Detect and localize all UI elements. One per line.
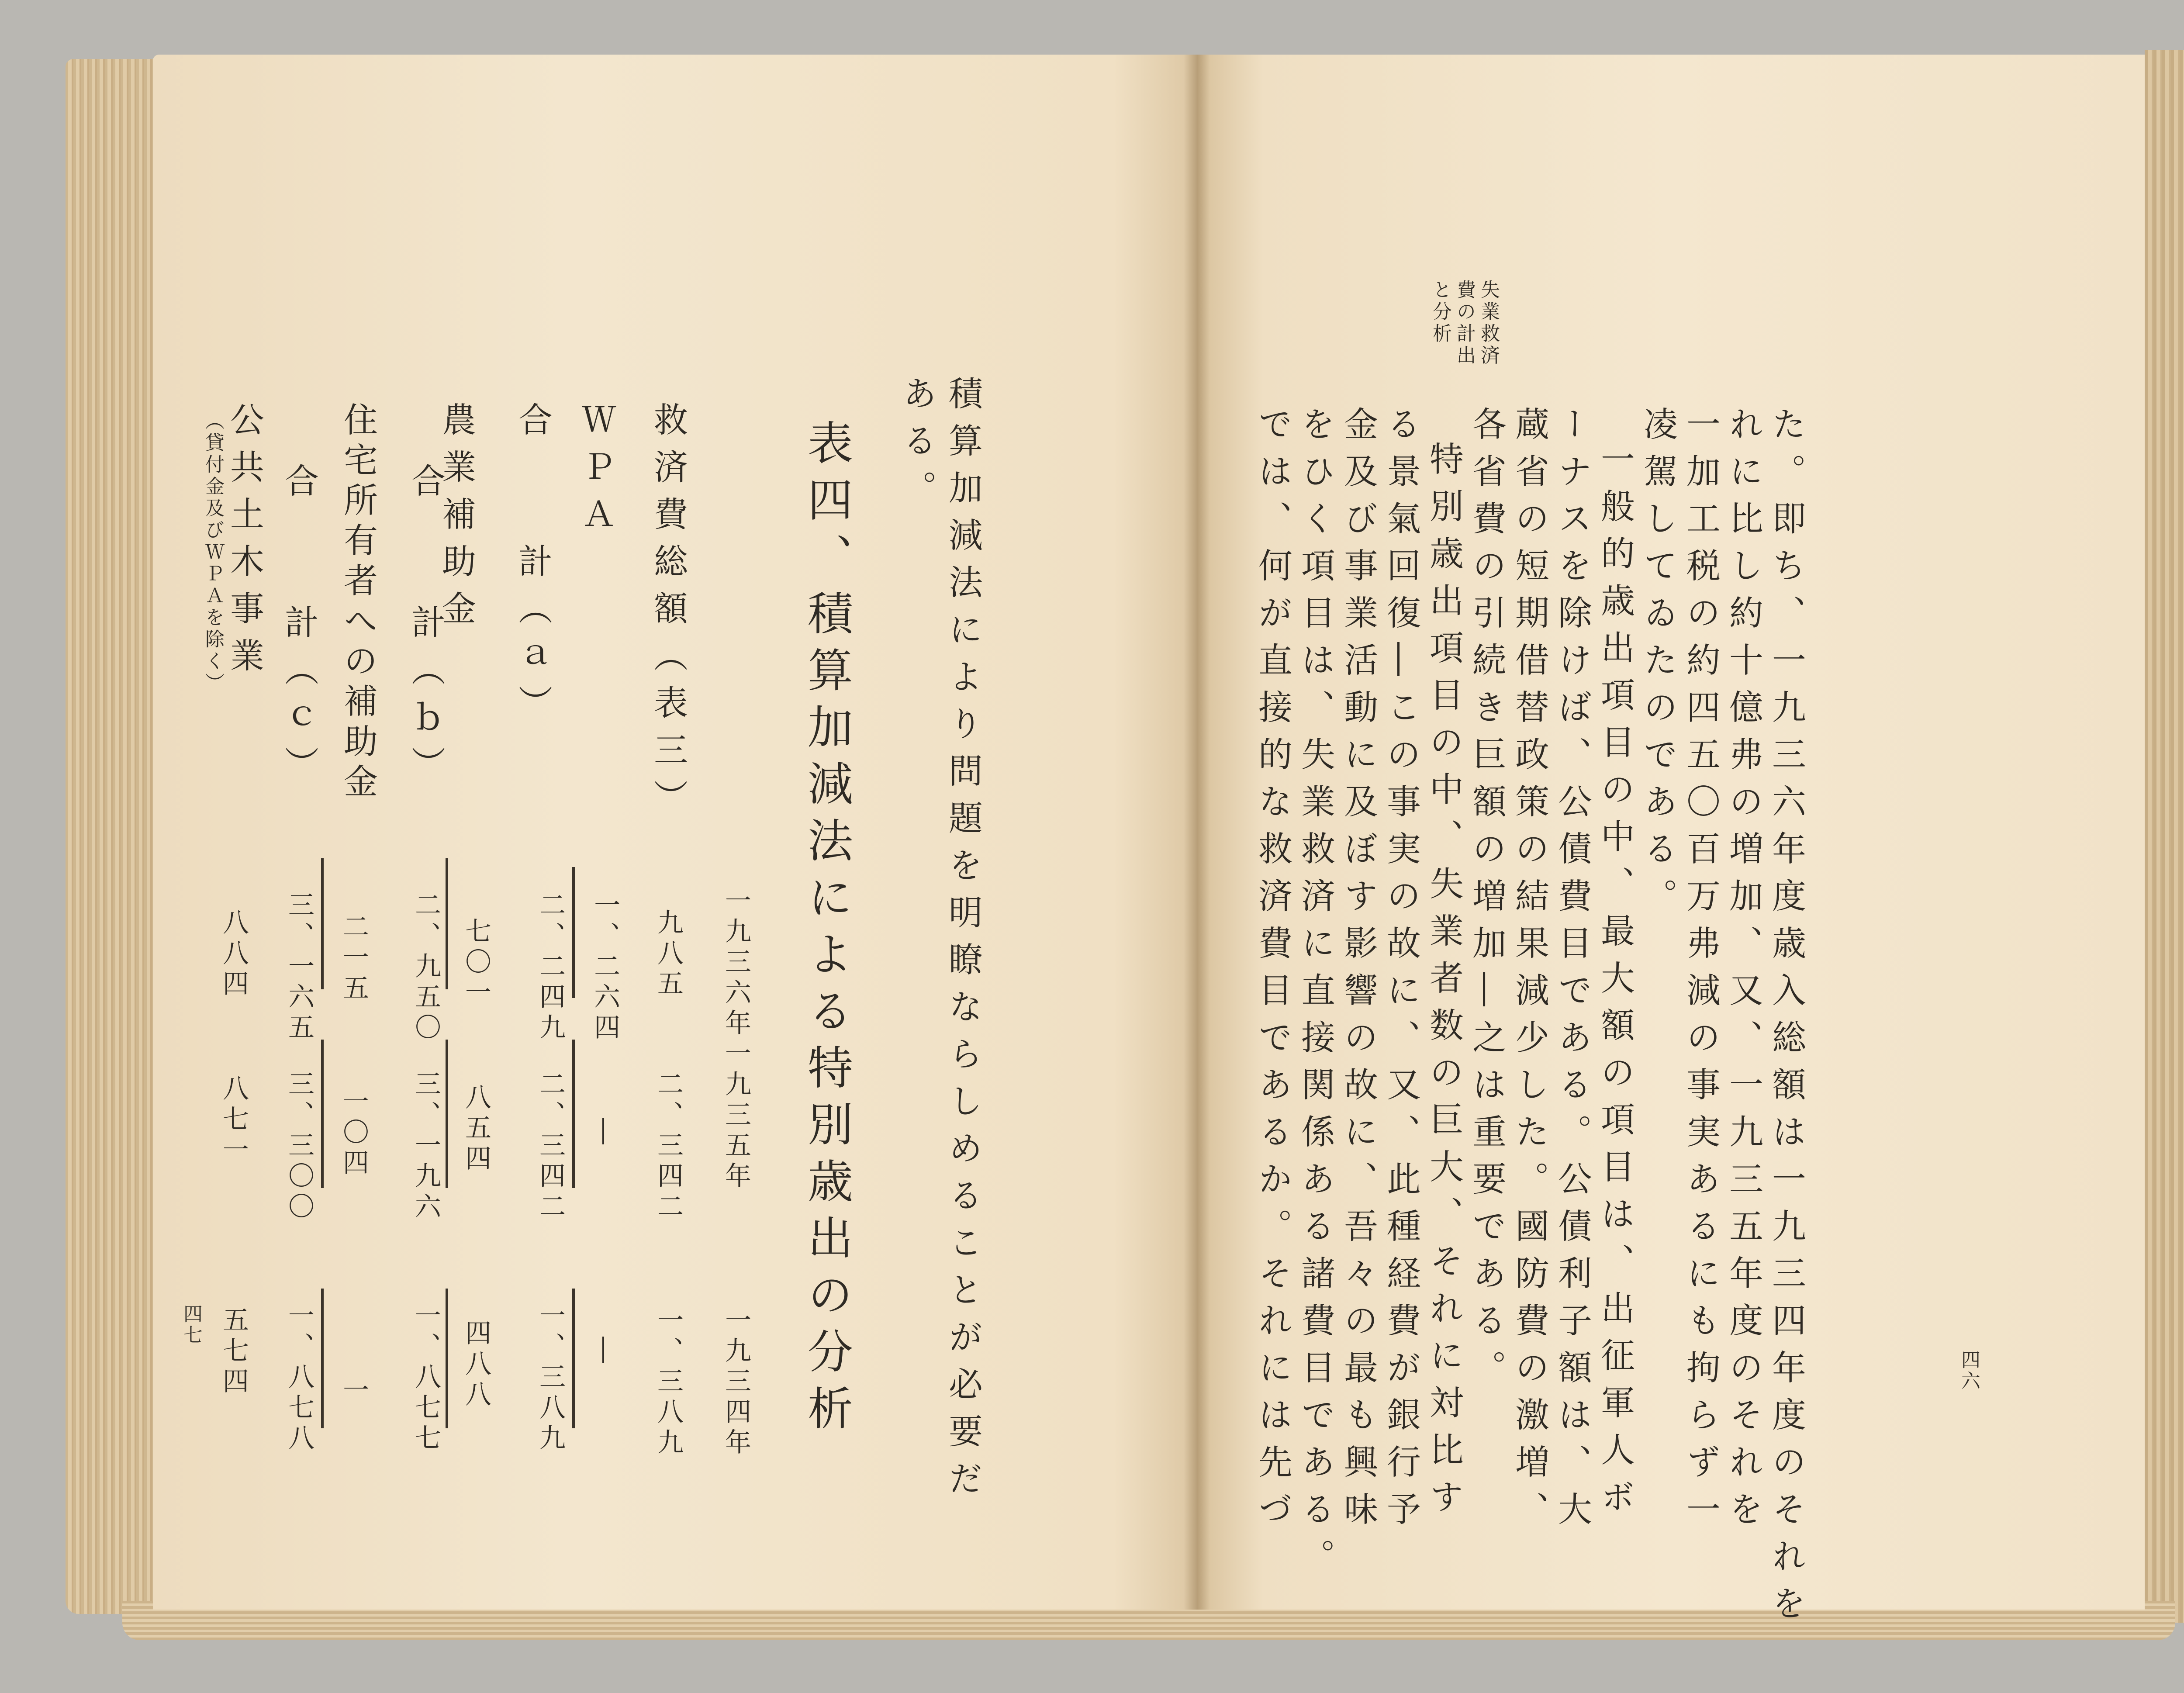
- table-row-8-note: （貸付金及びＷＰＡを除く）: [202, 411, 224, 694]
- total-rule-c-1934: [321, 1289, 324, 1428]
- book-left-page-edges: [66, 59, 157, 1614]
- table-cell: 一、二六四: [590, 891, 620, 1044]
- table-cell: 一、八七七: [411, 1302, 441, 1455]
- total-rule-c-1936: [321, 858, 324, 989]
- table-cell: 九八五: [653, 909, 684, 1000]
- table-cell: 二、九五〇: [411, 891, 441, 1044]
- year-header-1935: 一九三五年: [721, 1040, 751, 1192]
- table-cell: 一、三八九: [535, 1302, 566, 1455]
- table-cell: 一〇四: [339, 1088, 369, 1179]
- table-cell: 三、三〇〇: [284, 1070, 314, 1223]
- table-cell: 四八八: [461, 1319, 491, 1411]
- total-rule-b-1936: [446, 858, 448, 989]
- table-cell: 二、二四九: [535, 891, 566, 1044]
- right-heading-col-1: 失業救済: [1477, 280, 1500, 367]
- table-cell: 一、八七八: [284, 1302, 314, 1455]
- left-intro-col-1: 積算加減法により問題を明瞭ならしめることが必要だ: [943, 376, 982, 1508]
- table-row-5-label: 合 計（ｂ）: [406, 463, 445, 793]
- table-cell: ―: [590, 1118, 620, 1149]
- table-row-2-label: ＷＰＡ: [576, 402, 615, 543]
- table-cell: 五七四: [218, 1306, 249, 1398]
- book-gutter: [1184, 55, 1210, 1610]
- total-rule-a-1936: [572, 867, 575, 998]
- table-row-3-label: 合 計（ａ）: [513, 402, 552, 732]
- table-cell: 八七一: [218, 1075, 249, 1166]
- total-rule-c-1935: [321, 1040, 324, 1188]
- right-text-col-2: れに比し約十億弗の増加、又、一九三五年度のそれを: [1724, 406, 1763, 1538]
- table-cell: 七〇一: [461, 917, 491, 1009]
- table-row-7-label: 合 計（ｃ）: [279, 463, 318, 793]
- right-text-col-5: 一般的歳出項目の中、最大額の項目は、出征軍人ボ: [1595, 441, 1635, 1526]
- right-text-col-10: る景氣回復―この事実の故に、又、此種経費が銀行予: [1381, 406, 1420, 1538]
- table-row-1-label: 救済費総額（表三）: [648, 402, 688, 826]
- right-heading-col-3: 計出: [1453, 323, 1476, 367]
- table-cell: 八五四: [461, 1083, 491, 1175]
- right-text-col-13: では、何が直接的な救済費目であるか。それには先づ: [1253, 406, 1292, 1538]
- table-cell: ―: [590, 1337, 620, 1367]
- right-text-col-12: をひく項目は、失業救済に直接関係ある諸費目である。: [1296, 406, 1335, 1586]
- total-rule-a-1934: [572, 1289, 575, 1428]
- right-text-col-3: 一加工税の約四五〇百万弗減の事実あるにも拘らず一: [1681, 406, 1720, 1538]
- table-cell: 一、三八九: [653, 1306, 684, 1459]
- book-right-page-edges: [2145, 50, 2184, 1623]
- right-text-col-1: た。即ち、一九三六年度歳入総額は一九三四年度のそれを: [1766, 406, 1806, 1633]
- table-cell: 八八四: [218, 909, 249, 1000]
- open-book: [66, 41, 2184, 1658]
- year-header-1934: 一九三四年: [721, 1306, 751, 1459]
- year-header-1936: 一九三六年: [721, 887, 751, 1040]
- table-cell: 三、一六五: [284, 891, 314, 1044]
- total-rule-b-1934: [446, 1289, 448, 1428]
- right-text-col-11: 金及び事業活動に及ぼす影響の故に、吾々の最も興味: [1338, 406, 1378, 1538]
- total-rule-a-1935: [572, 1040, 575, 1188]
- right-text-col-9: 特別歳出項目の中、失業者数の巨大、それに対比す: [1424, 441, 1463, 1526]
- right-text-col-7: 蔵省の短期借替政策の結果減少した。國防費の激増、: [1510, 406, 1549, 1538]
- table-row-6-label: 住宅所有者への補助金: [338, 402, 377, 804]
- table-row-8-label: 公共土木事業: [225, 402, 264, 685]
- table-cell: 二一五: [339, 913, 369, 1005]
- left-page-number: 四七: [180, 1304, 202, 1346]
- right-text-col-4: 凌駕してゐたのである。: [1638, 406, 1677, 925]
- table-cell: 三、一九六: [411, 1070, 441, 1223]
- table-cell: 二、三四二: [535, 1070, 566, 1223]
- right-text-col-8: 各省費の引続き巨額の増加―之は重要である。: [1467, 406, 1506, 1397]
- right-text-col-6: ーナスを除けば、公債費目である。公債利子額は、大: [1552, 406, 1592, 1538]
- left-intro-col-2: ある。: [897, 376, 936, 517]
- table-cell: 二、三四二: [653, 1070, 684, 1223]
- table-title: 表四、積算加減法による特別歳出の分析: [800, 419, 853, 1441]
- right-heading-col-2: 費の: [1453, 280, 1476, 323]
- table-cell: 一: [339, 1376, 369, 1406]
- total-rule-b-1935: [446, 1040, 448, 1188]
- table-row-4-label: 農業補助金: [436, 402, 476, 638]
- right-page-number: 四六: [1958, 1350, 1980, 1392]
- right-heading-col-4: と分析: [1429, 280, 1451, 345]
